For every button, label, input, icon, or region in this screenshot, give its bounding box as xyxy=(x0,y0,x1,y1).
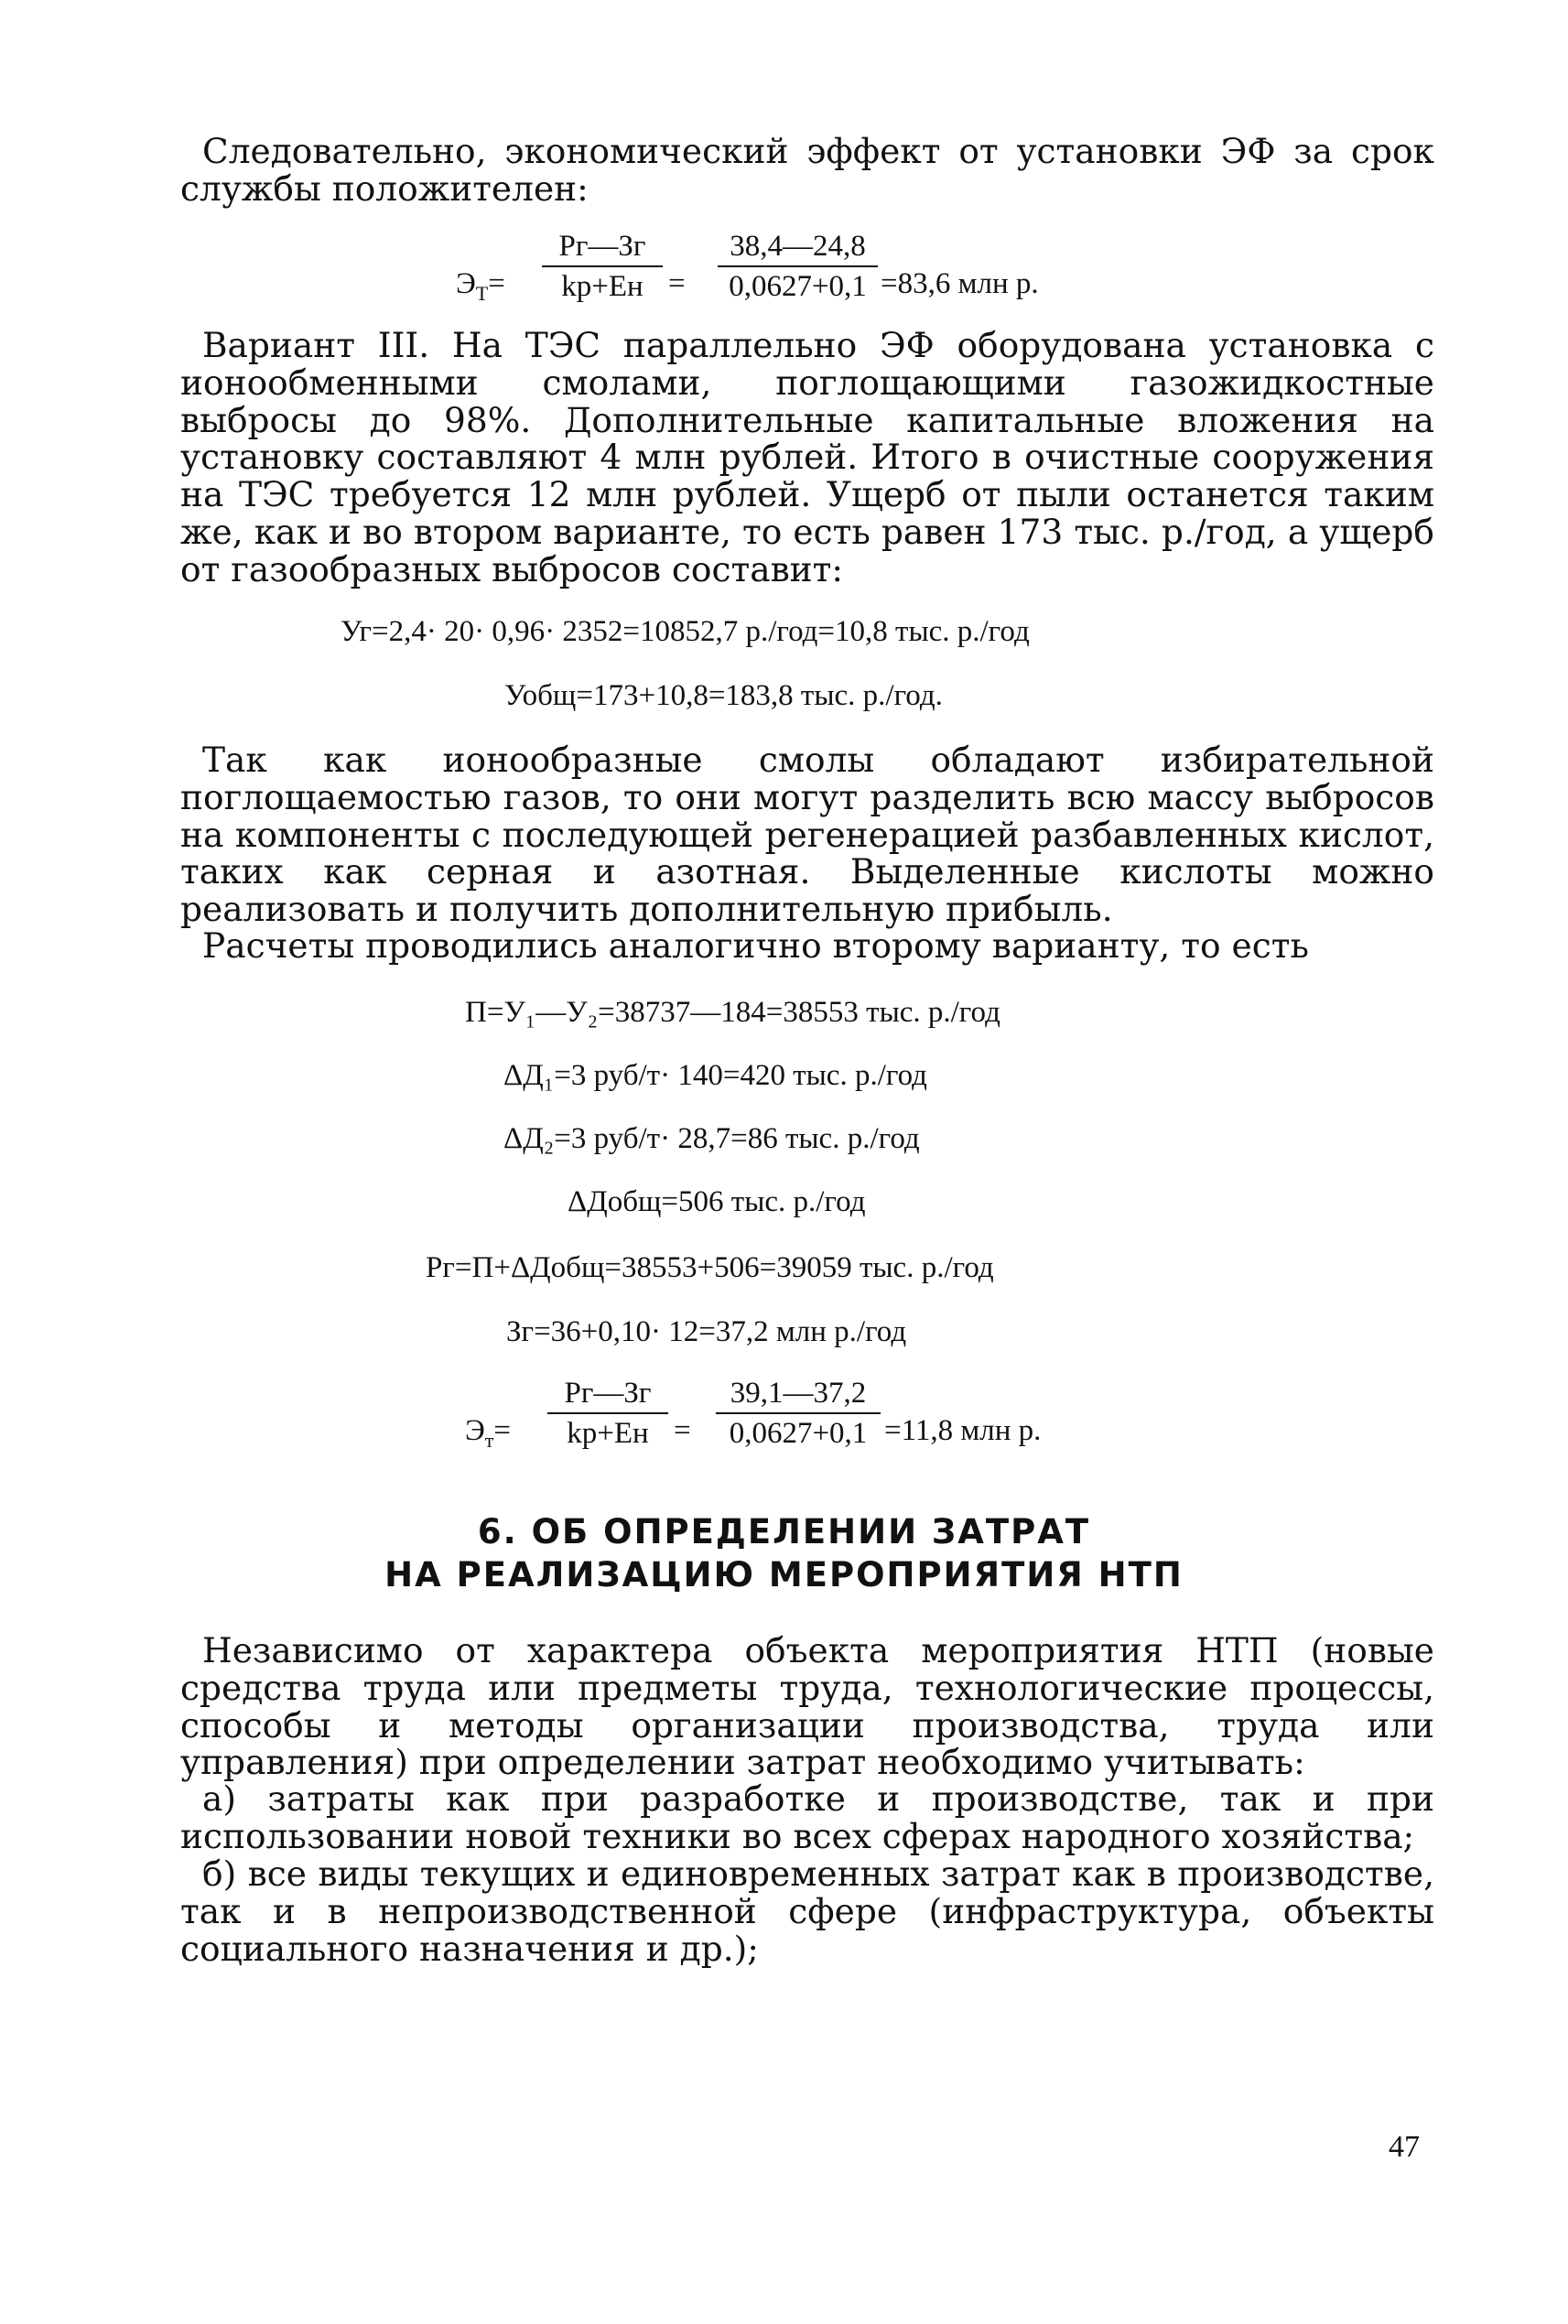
fraction-numerator: Рг—Зг xyxy=(558,230,646,263)
formula-delta-d1: ΔД₁=3 руб/т· 140=420 тыс. р./год xyxy=(503,1059,927,1092)
section-heading-line-2: НА РЕАЛИЗАЦИЮ МЕРОПРИЯТИЯ НТП xyxy=(384,1555,1184,1594)
section-heading-line-1: 6. ОБ ОПРЕДЕЛЕНИИ ЗАТРАТ xyxy=(477,1512,1091,1551)
formula-gas-damage: Уг=2,4· 20· 0,96· 2352=10852,7 р./год=10,8 тыс. р./год xyxy=(341,615,1030,648)
fraction-numeric xyxy=(716,1376,881,1451)
paragraph-variant-3: Вариант III. На ТЭС параллельно ЭФ оборудована установка с ионообменными смолами, поглощающими газожидкостные выбросы до 98%. Дополнительные капитальные вложения на установку составляют 4 млн рублей. Итого в очистные сооружения на ТЭС требуется 12 млн рублей. Ущерб от пыли останется таким же, как и во втором варианте, то есть равен 173 тыс. р./год, а ущерб от газообразных выбросов составит: xyxy=(180,325,1434,589)
formula-result: =11,8 млн р. xyxy=(884,1414,1042,1447)
formula-total-damage: Уобщ=173+10,8=183,8 тыс. р./год. xyxy=(504,679,943,712)
paragraph-calculations: Расчеты проводились аналогично второму варианту, то есть xyxy=(202,925,1309,966)
fraction-bar xyxy=(718,265,878,267)
page-number: 47 xyxy=(1389,2130,1420,2164)
fraction-denominator: 0,0627+0,1 xyxy=(729,1417,868,1450)
formula-delta-d2: ΔД₂=3 руб/т· 28,7=86 тыс. р./год xyxy=(503,1122,920,1155)
fraction-bar xyxy=(547,1412,668,1414)
fraction-bar xyxy=(542,265,663,267)
formula-result: =83,6 млн р. xyxy=(881,267,1039,300)
fraction-bar xyxy=(716,1412,881,1414)
fraction-denominator: 0,0627+0,1 xyxy=(729,270,867,303)
list-item-b: б) все виды текущих и единовременных затрат как в производстве, так и в непроизводственной сфере (инфраструктура, объекты социального назначения и др.); xyxy=(180,1854,1434,1969)
formula-lhs-sub: Т xyxy=(475,282,489,305)
formula-costs-zg: Зг=36+0,10· 12=37,2 млн р./год xyxy=(506,1315,907,1348)
formula-eq: = xyxy=(493,1414,512,1447)
formula-lhs: Э xyxy=(465,1414,485,1447)
formula-eq2: = xyxy=(668,267,686,300)
formula-eq2: = xyxy=(674,1414,691,1447)
paragraph-ion-resins: Так как ионообразные смолы обладают избирательной поглощаемостью газов, то они могут разделить всю массу выбросов на компоненты с последующей регенерацией разбавленных кислот, таких как серная и азотная. Выделенные кислоты можно реализовать и получить дополнительную прибыль. xyxy=(180,740,1434,930)
formula-eq: = xyxy=(488,267,505,300)
formula-lhs-sub: т xyxy=(484,1429,494,1452)
fraction-numeric xyxy=(718,229,878,304)
fraction-denominator: kр+Ен xyxy=(561,270,643,303)
fraction-numerator: 39,1—37,2 xyxy=(730,1377,867,1410)
fraction-symbolic xyxy=(542,229,663,304)
fraction-numerator: Рг—Зг xyxy=(564,1377,652,1410)
formula-lhs: Э xyxy=(456,267,476,300)
paragraph-economic-effect: Следовательно, экономический эффект от установки ЭФ за срок службы положителен: xyxy=(180,131,1434,209)
paragraph-cost-factors: Независимо от характера объекта мероприятия НТП (новые средства труда или предметы труда, технологические процессы, способы и методы организации производства, труда или управления) при определении затрат необходимо учитывать: xyxy=(180,1630,1434,1783)
formula-profit: П=У₁—У₂=38737—184=38553 тыс. р./год xyxy=(465,996,1000,1029)
list-item-a: а) затраты как при разработке и производстве, так и при использовании новой техники во всех сферах народного хозяйства; xyxy=(180,1778,1434,1856)
fraction-denominator: kр+Ен xyxy=(567,1417,649,1450)
fraction-symbolic xyxy=(547,1376,668,1451)
formula-result-rg: Рг=П+ΔДобщ=38553+506=39059 тыс. р./год xyxy=(426,1251,994,1284)
fraction-numerator: 38,4—24,8 xyxy=(730,230,866,263)
formula-delta-total: ΔДобщ=506 тыс. р./год xyxy=(568,1185,866,1218)
